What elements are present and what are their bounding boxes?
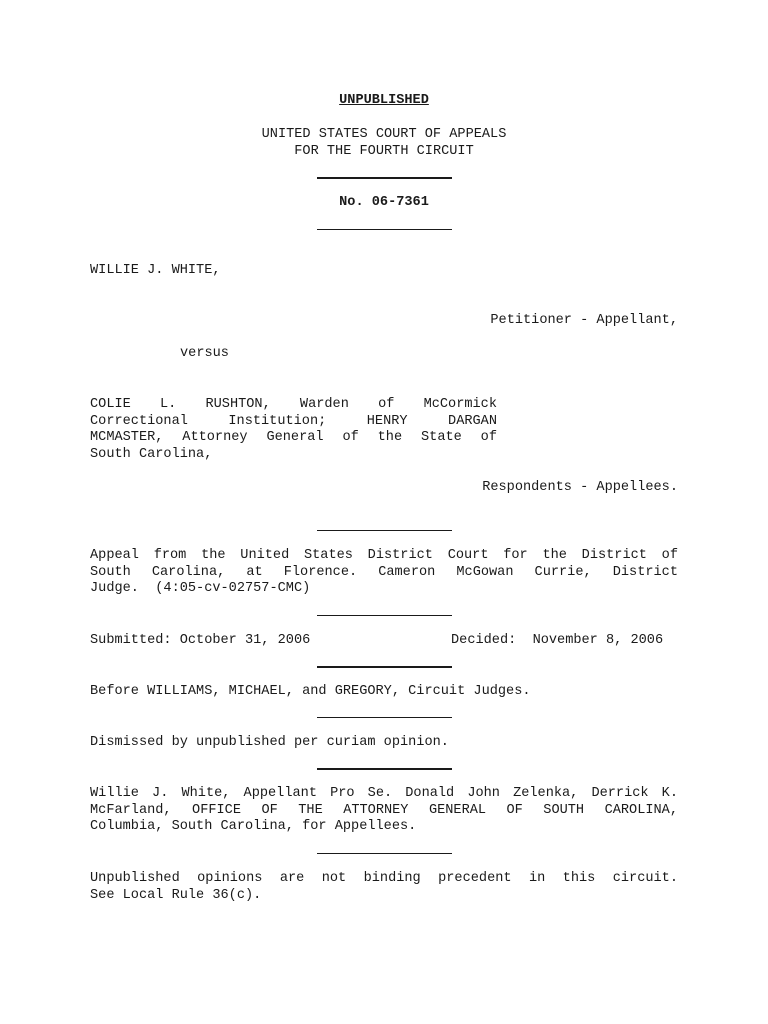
rule-below-appeal — [317, 615, 452, 616]
counsel-line: Columbia, South Carolina, for Appellees. — [90, 819, 417, 835]
petitioner-name: WILLIE J. WHITE, — [90, 263, 221, 278]
court-name-line-2: FOR THE FOURTH CIRCUIT — [294, 144, 474, 159]
respondents-role: Respondents - Appellees. — [482, 480, 678, 495]
respondents-block — [90, 397, 497, 464]
counsel-paragraph — [90, 786, 678, 836]
rule-above-case-number — [317, 177, 452, 179]
counsel-line: Willie J. White, Appellant Pro Se. Donald John Zelenka, Derrick K. — [90, 786, 678, 801]
appeal-paragraph — [90, 548, 678, 598]
notice-line: See Local Rule 36(c). — [90, 887, 262, 903]
respondents-line: Correctional Institution; HENRY DARGAN — [90, 413, 497, 429]
respondents-line: South Carolina, — [90, 447, 213, 463]
versus-label: versus — [180, 346, 229, 361]
decided-date: Decided: November 8, 2006 — [451, 633, 664, 648]
unpublished-notice — [90, 871, 678, 904]
unpublished-label: UNPUBLISHED — [339, 93, 429, 108]
panel-judges: Before WILLIAMS, MICHAEL, and GREGORY, Circuit Judges. — [90, 684, 531, 699]
respondents-line: COLIE L. RUSHTON, Warden of McCormick — [90, 397, 497, 412]
submitted-date: Submitted: October 31, 2006 — [90, 633, 311, 648]
rule-below-case-number — [317, 229, 452, 230]
disposition: Dismissed by unpublished per curiam opinion. — [90, 735, 449, 750]
appeal-line: Appeal from the United States District Court for the District of — [90, 548, 678, 563]
court-name-line-1: UNITED STATES COURT OF APPEALS — [261, 127, 507, 142]
respondents-line: MCMASTER, Attorney General of the State of — [90, 430, 497, 446]
petitioner-role: Petitioner - Appellant, — [490, 313, 678, 328]
rule-below-disposition — [317, 768, 452, 770]
appeal-line: Judge. (4:05-cv-02757-CMC) — [90, 581, 311, 597]
notice-line: Unpublished opinions are not binding precedent in this circuit. — [90, 871, 678, 886]
rule-below-parties — [317, 530, 452, 531]
case-number: No. 06-7361 — [339, 195, 429, 210]
appeal-line: South Carolina, at Florence. Cameron McGowan Currie, District — [90, 564, 678, 580]
rule-below-counsel — [317, 853, 452, 854]
counsel-line: McFarland, OFFICE OF THE ATTORNEY GENERAL OF SOUTH CAROLINA, — [90, 802, 678, 818]
rule-below-panel — [317, 717, 452, 718]
rule-below-dates — [317, 666, 452, 668]
